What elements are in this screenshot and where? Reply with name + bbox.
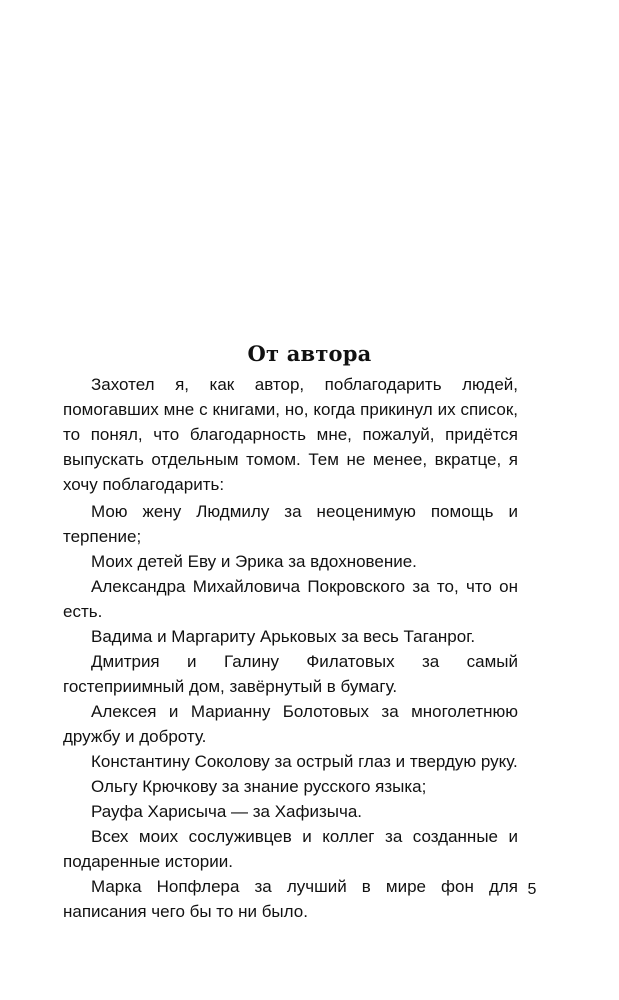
- intro-paragraph: Захотел я, как автор, поблагодарить людей, помогавших мне с книгами, но, когда прикинул их список, то понял, что благодарность мне, пожалуй, придётся выпускать отдельным томом. Тем не менее, вкратце, я хочу поблагодарить:: [63, 375, 518, 494]
- chapter-title: От автора: [247, 341, 372, 367]
- acknowledgement-item: Вадима и Маргариту Арьковых за весь Таганрог.: [91, 627, 476, 646]
- acknowledgement-item: Рауфа Харисыча — за Хафизыча.: [91, 802, 363, 821]
- page-number: 5: [527, 881, 537, 898]
- acknowledgement-item: Марка Нопфлера за лучший в мире фон для написания чего бы то ни было.: [63, 877, 518, 921]
- acknowledgements-list: [63, 499, 518, 924]
- acknowledgement-item: Александра Михайловича Покровского за то, что он есть.: [63, 577, 518, 621]
- acknowledgement-item: Алексея и Марианну Болотовых за многолетнюю дружбу и доброту.: [63, 702, 518, 746]
- acknowledgement-item: Ольгу Крючкову за знание русского языка;: [91, 777, 427, 796]
- acknowledgement-item: Дмитрия и Галину Филатовых за самый гостеприимный дом, завёрнутый в бумагу.: [63, 652, 518, 696]
- intro-section: [63, 372, 518, 497]
- acknowledgement-item: Всех моих сослуживцев и коллег за созданные и подаренные истории.: [63, 827, 518, 871]
- acknowledgement-item: Моих детей Еву и Эрика за вдохновение.: [91, 552, 417, 571]
- acknowledgement-item: Мою жену Людмилу за неоценимую помощь и терпение;: [63, 502, 518, 546]
- acknowledgement-item: Константину Соколову за острый глаз и твердую руку.: [91, 752, 518, 771]
